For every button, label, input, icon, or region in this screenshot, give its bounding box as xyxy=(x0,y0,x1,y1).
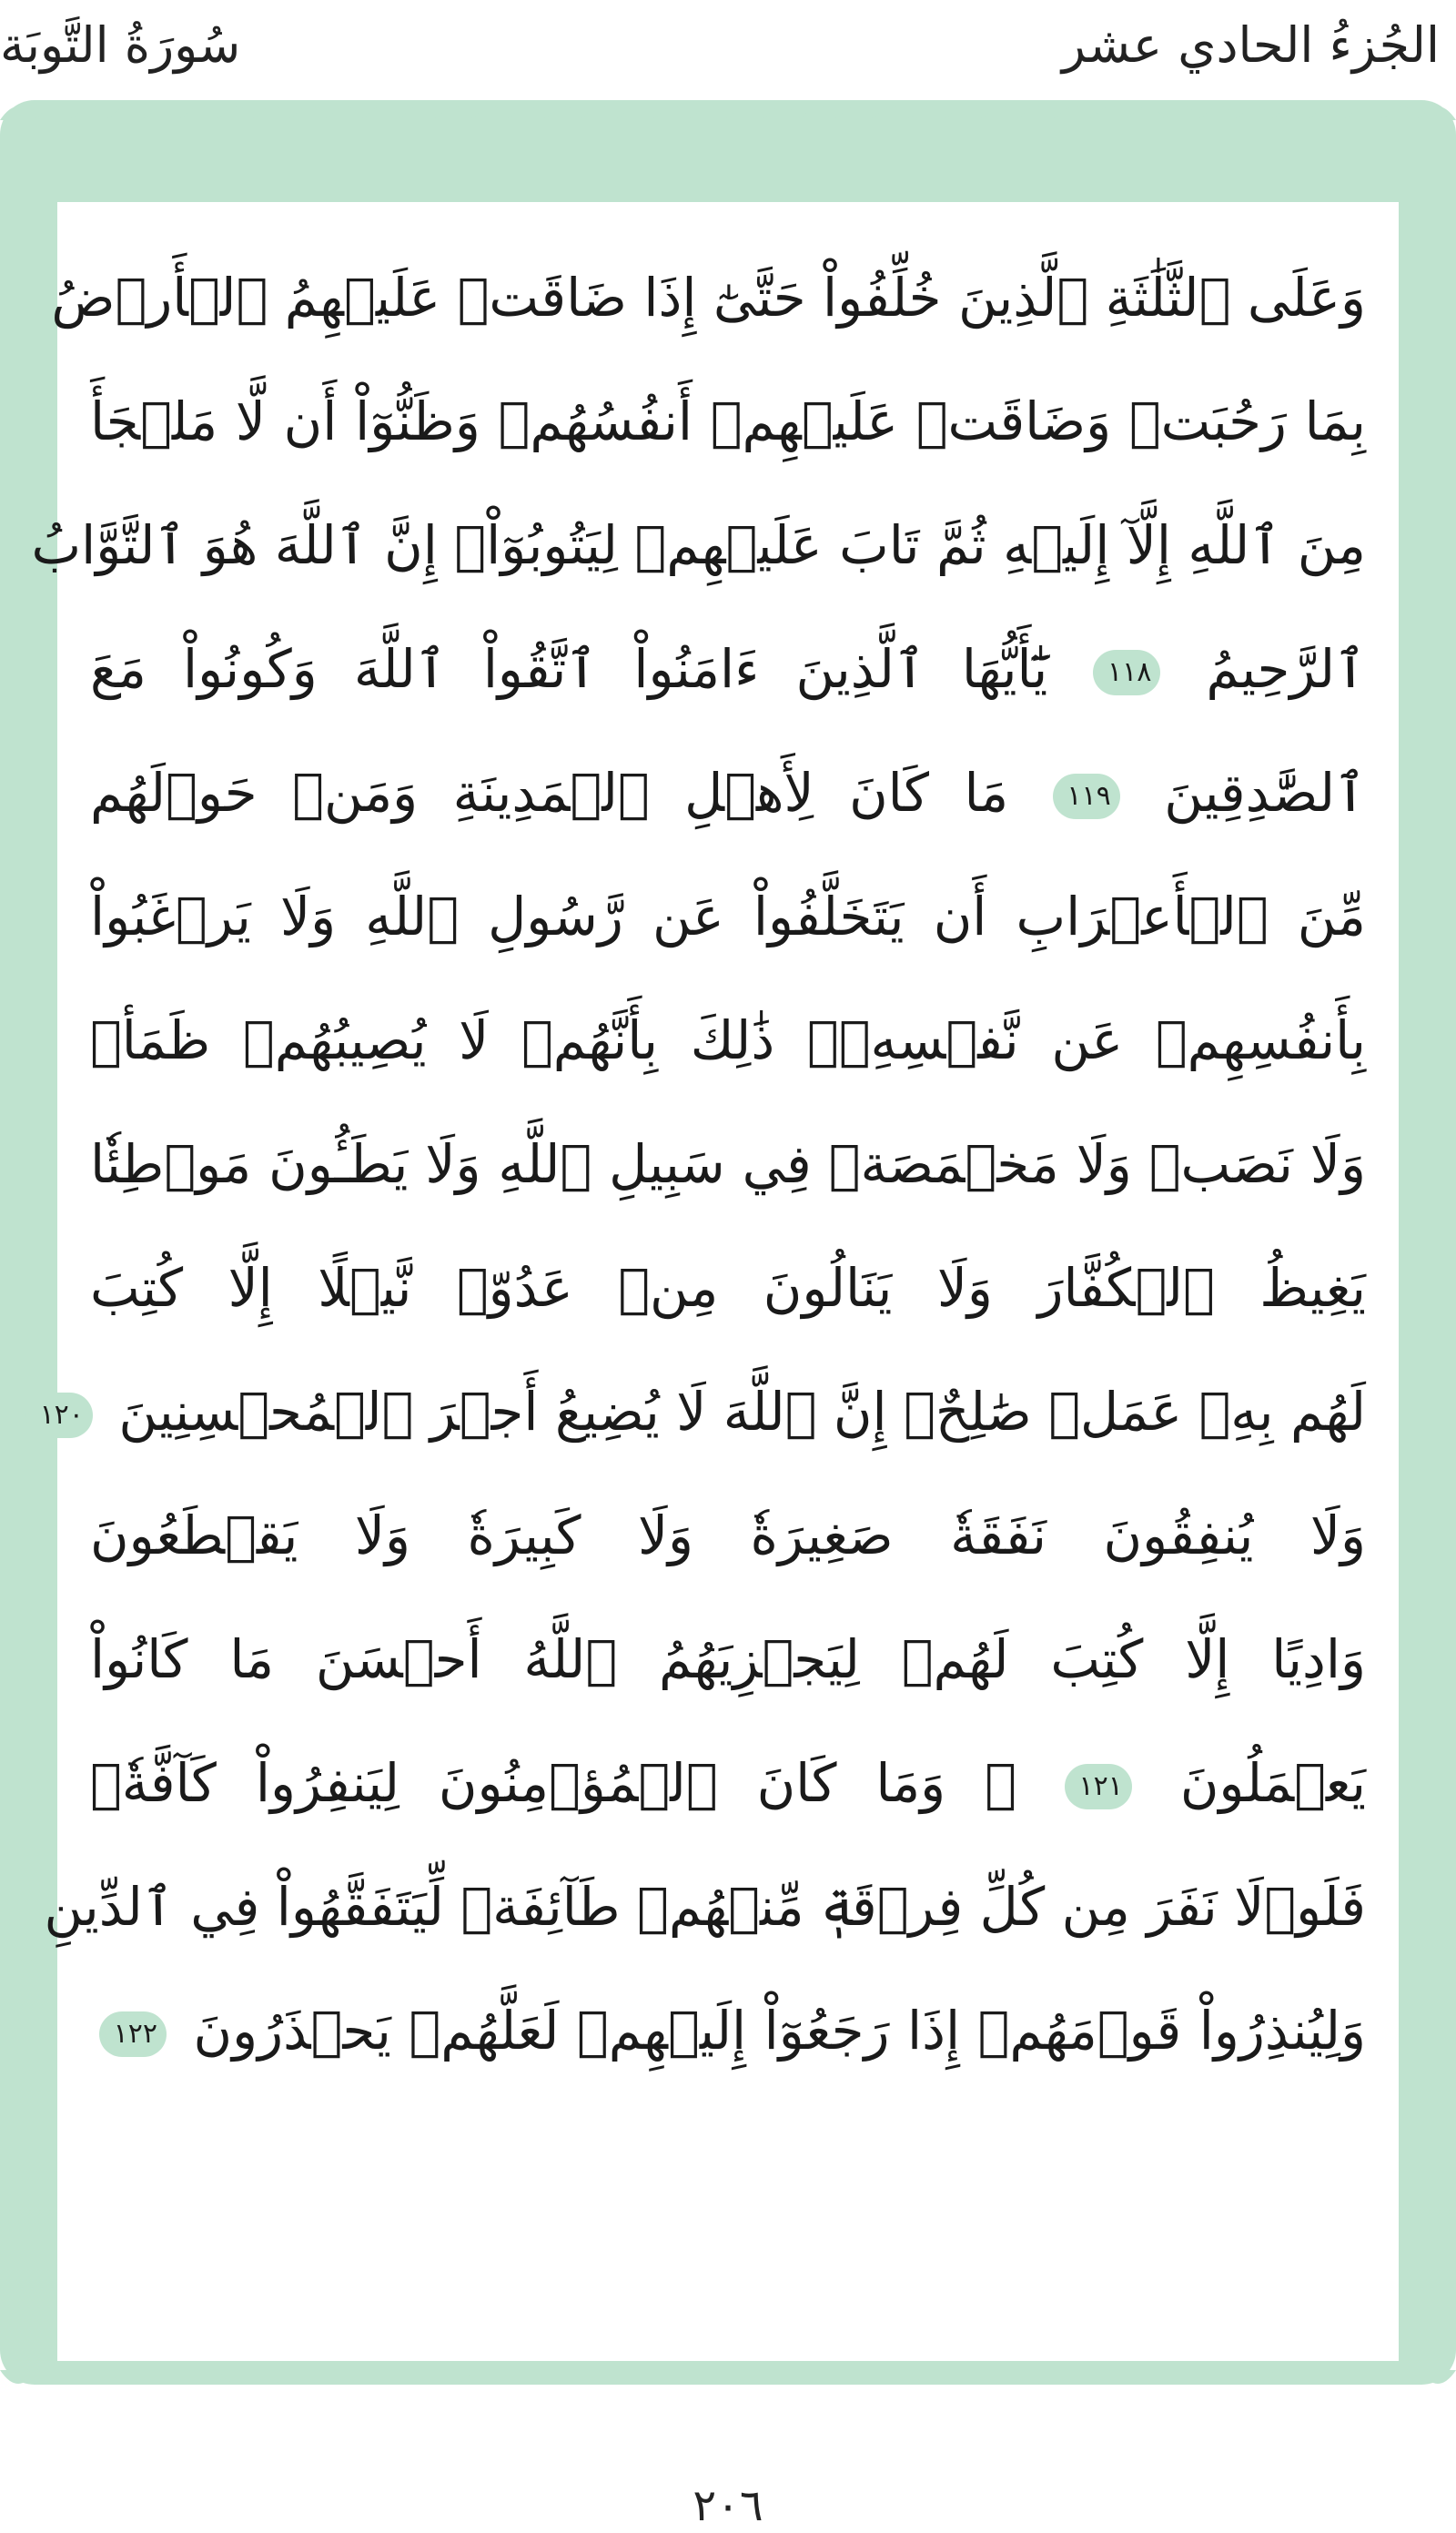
frame-scallop-bottom xyxy=(0,2370,1456,2397)
frame-scallop-top xyxy=(0,93,1456,120)
line-4 xyxy=(90,601,1366,737)
line-1-text: وَعَلَى ٱلثَّلَٰثَةِ ٱلَّذِينَ خُلِّفُواْ حَتَّىٰٓ إِذَا ضَاقَتۡ عَلَيۡهِمُ ٱلۡأَرۡضُ xyxy=(51,267,1366,329)
line-13-text-b: ۞ وَمَا كَانَ ٱلۡمُؤۡمِنُونَ لِيَنفِرُواْ كَآفَّةٗۚ xyxy=(90,1752,1016,1814)
line-5 xyxy=(90,724,1366,861)
line-8-text: وَلَا نَصَبٞ وَلَا مَخۡمَصَةٞ فِي سَبِيلِ ٱللَّهِ وَلَا يَطَـُٔونَ مَوۡطِئٗا xyxy=(90,1133,1366,1195)
line-12-text: وَادِيًا إِلَّا كُتِبَ لَهُمۡ لِيَجۡزِيَهُمُ ٱللَّهُ أَحۡسَنَ مَا كَانُواْ xyxy=(90,1628,1366,1690)
line-9-text: يَغِيظُ ٱلۡكُفَّارَ وَلَا يَنَالُونَ مِنۡ عَدُوّٖ نَّيۡلًا إِلَّا كُتِبَ xyxy=(90,1257,1366,1319)
text-lines xyxy=(31,229,1367,2341)
line-10 xyxy=(39,1343,1366,1480)
line-6-text: مِّنَ ٱلۡأَعۡرَابِ أَن يَتَخَلَّفُواْ عَن رَّسُولِ ٱللَّهِ وَلَا يَرۡغَبُواْ xyxy=(90,886,1366,947)
line-7 xyxy=(90,972,1366,1109)
line-15 xyxy=(90,1962,1366,2099)
line-12 xyxy=(90,1591,1366,1728)
juz-title: الجُزءُ الحادي عشر xyxy=(1061,16,1440,74)
line-11-text: وَلَا يُنفِقُونَ نَفَقَةٗ صَغِيرَةٗ وَلَا كَبِيرَةٗ وَلَا يَقۡطَعُونَ xyxy=(90,1505,1366,1566)
line-4-text-b: يَٰٓأَيُّهَا ٱلَّذِينَ ءَامَنُواْ ٱتَّقُواْ ٱللَّهَ وَكُونُواْ مَعَ xyxy=(90,638,1048,700)
line-5-text-b: مَا كَانَ لِأَهۡلِ ٱلۡمَدِينَةِ وَمَنۡ حَوۡلَهُم xyxy=(90,762,1009,824)
surah-title: سُورَةُ التَّوبَة xyxy=(0,16,241,74)
line-7-text: بِأَنفُسِهِمۡ عَن نَّفۡسِهِۦۚ ذَٰلِكَ بِأَنَّهُمۡ لَا يُصِيبُهُمۡ ظَمَأٞ xyxy=(90,1009,1366,1071)
quran-page-text-area xyxy=(31,202,1399,2361)
line-1 xyxy=(51,229,1366,366)
line-3 xyxy=(31,477,1366,613)
ayah-marker-118: ١١٨ xyxy=(1093,650,1160,695)
line-5-text-a: ٱلصَّٰدِقِينَ xyxy=(1164,762,1367,824)
ayah-marker-121: ١٢١ xyxy=(1065,1764,1132,1809)
line-4-text-a: ٱلرَّحِيمُ xyxy=(1206,638,1366,700)
line-13 xyxy=(90,1715,1366,1851)
line-10-text: لَهُم بِهِۦ عَمَلٞ صَٰلِحٌۚ إِنَّ ٱللَّهَ لَا يُضِيعُ أَجۡرَ ٱلۡمُحۡسِنِينَ xyxy=(118,1381,1366,1443)
line-2-text: بِمَا رَحُبَتۡ وَضَاقَتۡ عَلَيۡهِمۡ أَنفُسُهُمۡ وَظَنُّوٓاْ أَن لَّا مَلۡجَأَ xyxy=(90,390,1366,452)
line-8 xyxy=(90,1096,1366,1232)
line-14 xyxy=(44,1839,1366,1975)
line-2 xyxy=(90,353,1366,490)
line-9 xyxy=(90,1220,1366,1356)
line-14-text: فَلَوۡلَا نَفَرَ مِن كُلِّ فِرۡقَةٖ مِّنۡهُمۡ طَآئِفَةٞ لِّيَتَفَقَّهُواْ فِي ٱلدِّينِ xyxy=(44,1876,1366,1938)
ayah-marker-120: ١٢٠ xyxy=(25,1393,93,1438)
line-6 xyxy=(90,848,1366,985)
page-header xyxy=(0,0,1456,100)
line-13-text-a: يَعۡمَلُونَ xyxy=(1179,1752,1367,1814)
line-15-text: وَلِيُنذِرُواْ قَوۡمَهُمۡ إِذَا رَجَعُوٓاْ إِلَيۡهِمۡ لَعَلَّهُمۡ يَحۡذَرُونَ xyxy=(193,2000,1366,2062)
line-3-text: مِنَ ٱللَّهِ إِلَّآ إِلَيۡهِ ثُمَّ تَابَ عَلَيۡهِمۡ لِيَتُوبُوٓاْۚ إِنَّ ٱللَّهَ هُوَ ٱلتَّوَّابُ xyxy=(31,514,1366,576)
ayah-marker-119: ١١٩ xyxy=(1053,774,1120,819)
ayah-marker-122: ١٢٢ xyxy=(99,2011,167,2057)
line-11 xyxy=(90,1467,1366,1604)
page-number: ٢٠٦ xyxy=(693,2480,763,2531)
